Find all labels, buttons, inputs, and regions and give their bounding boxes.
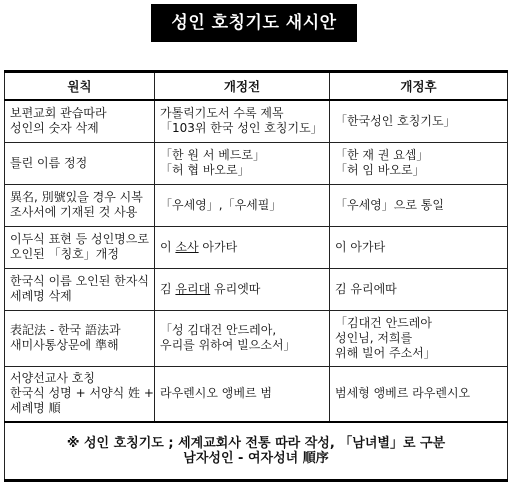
before-line xyxy=(160,240,324,255)
after-line: 「우세영」으로 통일 xyxy=(335,197,444,212)
table-row xyxy=(5,142,508,184)
footer-note xyxy=(5,422,508,481)
page-title: 성인 호칭기도 새시안 xyxy=(171,13,337,33)
principle-line: 세례명 順 xyxy=(10,401,61,416)
footer-line: 남자성인 - 여자성녀 順序 xyxy=(183,451,329,466)
principle-line: 오인된 「칭호」개정 xyxy=(10,247,119,261)
before-text: 아가타 xyxy=(198,239,238,254)
principle-line: 조사서에 기재된 것 사용 xyxy=(10,205,138,219)
before-cell xyxy=(155,310,330,366)
principle-cell xyxy=(5,184,155,226)
table-row xyxy=(5,310,508,366)
principle-cell xyxy=(5,366,155,422)
after-line: 이 아가타 xyxy=(335,239,386,254)
table-row xyxy=(5,184,508,226)
underlined-term: 소사 xyxy=(175,239,199,254)
principle-line: 서양선교사 호칭 xyxy=(10,371,95,386)
principle-line: 異名, 別號있을 경우 시복 xyxy=(10,190,143,204)
header-principle: 원칙 xyxy=(5,72,155,101)
title-banner xyxy=(151,4,357,42)
table-row xyxy=(5,366,508,422)
before-cell xyxy=(155,226,330,268)
principle-cell xyxy=(5,142,155,184)
footer-line: ※ 성인 호칭기도 ; 세계교회사 전통 따라 작성, 「남녀별」로 구분 xyxy=(66,436,446,451)
principle-line: 성인의 숫자 삭제 xyxy=(10,121,99,136)
principle-line: 한국식 이름 오인된 한자식 xyxy=(10,274,149,288)
principle-line: 表記法 - 한국 語法과 xyxy=(10,323,121,337)
principle-line: 세례명 삭제 xyxy=(10,289,72,303)
before-cell xyxy=(155,268,330,310)
before-line: 「103위 한국 성인 호칭기도」 xyxy=(160,121,323,136)
before-cell xyxy=(155,142,330,184)
principle-line: 한국식 성명 + 서양식 姓 + xyxy=(10,386,154,401)
before-cell xyxy=(155,184,330,226)
principle-cell xyxy=(5,100,155,142)
before-text: 김 xyxy=(160,281,176,296)
principle-line: 틀린 이름 정정 xyxy=(10,155,88,170)
principle-cell xyxy=(5,268,155,310)
before-line: 「우세영」,「우세필」 xyxy=(160,197,282,212)
after-cell xyxy=(330,226,508,268)
before-cell xyxy=(155,366,330,422)
comparison-table xyxy=(4,70,508,482)
table-row xyxy=(5,100,508,142)
header-after: 개정후 xyxy=(330,72,508,101)
after-cell xyxy=(330,142,508,184)
after-line: 성인님, 저희를 xyxy=(335,330,413,345)
after-cell xyxy=(330,184,508,226)
before-line: 「한 원 서 베드로」 xyxy=(160,148,265,162)
after-line: 「김대건 안드레아 xyxy=(335,315,432,330)
after-line: 김 유리에따 xyxy=(335,281,397,296)
table-row xyxy=(5,226,508,268)
principle-cell xyxy=(5,226,155,268)
after-cell xyxy=(330,268,508,310)
principle-cell xyxy=(5,310,155,366)
before-text: 유리엣따 xyxy=(210,281,261,296)
after-line: 「허 임 바오로」 xyxy=(335,163,425,177)
underlined-term: 유리대 xyxy=(175,281,211,296)
before-cell xyxy=(155,100,330,142)
before-text: 이 xyxy=(160,239,176,254)
before-line xyxy=(160,282,324,297)
after-cell xyxy=(330,310,508,366)
header-before: 개정전 xyxy=(155,72,330,101)
principle-line: 보편교회 관습따라 xyxy=(10,106,107,121)
principle-line: 이두식 표현 등 성인명으로 xyxy=(10,232,149,246)
footer-row xyxy=(5,422,508,481)
after-line: 범세형 앵베르 라우렌시오 xyxy=(335,386,471,401)
principle-line: 새미사통상문에 準해 xyxy=(10,338,119,352)
before-line: 라우렌시오 앵베르 범 xyxy=(160,386,272,401)
before-line: 「허 협 바오로」 xyxy=(160,163,250,177)
after-cell xyxy=(330,366,508,422)
before-line: 「성 김대건 안드레아, xyxy=(160,323,277,337)
before-line: 우리를 위하여 빌으소서」 xyxy=(160,338,296,352)
after-line: 「한국성인 호칭기도」 xyxy=(335,113,456,128)
table-header-row xyxy=(5,72,508,101)
before-line: 가톨릭기도서 수록 제목 xyxy=(160,106,284,121)
after-line: 위해 빌어 주소서」 xyxy=(335,345,436,360)
after-line: 「한 재 권 요셉」 xyxy=(335,148,429,162)
after-cell xyxy=(330,100,508,142)
table-row xyxy=(5,268,508,310)
